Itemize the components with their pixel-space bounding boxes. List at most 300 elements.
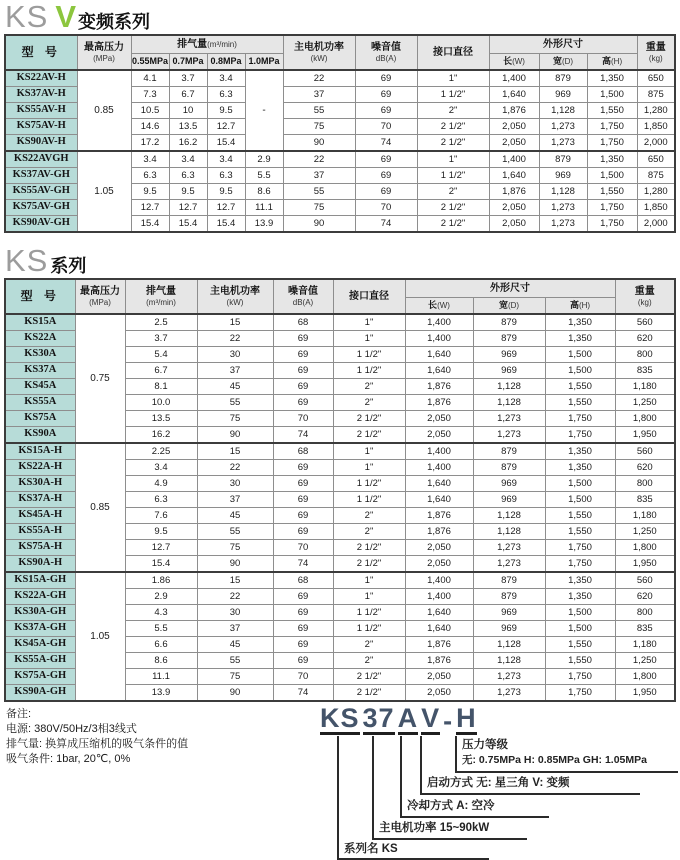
cell: 69: [273, 363, 333, 379]
cell: 1,500: [545, 347, 615, 363]
cell: 1,280: [637, 103, 675, 119]
model-cell: KS22AVGH: [5, 151, 77, 168]
cell: 2.5: [125, 314, 197, 331]
col-displacement: [125, 279, 197, 314]
cell: 1,128: [539, 184, 587, 200]
table-row: [5, 314, 675, 331]
cell: 969: [539, 87, 587, 103]
cell: 37: [197, 492, 273, 508]
cell: 1,400: [405, 314, 473, 331]
col-displacement-label: 排气量: [177, 38, 208, 50]
cell: 1,950: [615, 685, 675, 702]
cell: 74: [355, 135, 417, 152]
cell: 3.4: [207, 70, 245, 87]
cell: 1 1/2": [417, 87, 489, 103]
cell: 879: [539, 151, 587, 168]
cell: 1 1/2": [333, 492, 405, 508]
cell: 75: [197, 411, 273, 427]
cell: 1,180: [615, 508, 675, 524]
cell: 1,500: [545, 476, 615, 492]
bottom-section: [0, 705, 680, 860]
notes-block: [6, 707, 188, 767]
model-cell: KS90A-GH: [5, 685, 75, 702]
col-length-unit: (W): [512, 57, 525, 67]
cell: 2,050: [405, 411, 473, 427]
cell: 1,273: [539, 135, 587, 152]
cell: 1,800: [615, 540, 675, 556]
model-cell: KS45A: [5, 379, 75, 395]
cell: 969: [473, 605, 545, 621]
cell: 13.5: [169, 119, 207, 135]
cell: 800: [615, 605, 675, 621]
cell: 1,850: [637, 200, 675, 216]
col-noise-unit: dB(A): [292, 297, 314, 307]
cell: 1,400: [405, 589, 473, 605]
cell: 1,500: [545, 363, 615, 379]
model-cell: KS15A: [5, 314, 75, 331]
cell: 37: [197, 621, 273, 637]
cell: 879: [473, 460, 545, 476]
cell: 8.6: [125, 653, 197, 669]
cell: 8.6: [245, 184, 283, 200]
cell: 1,128: [473, 379, 545, 395]
cell: 2 1/2": [333, 411, 405, 427]
col-pressure: [77, 35, 131, 70]
cell: 13.9: [245, 216, 283, 233]
cell: 69: [355, 168, 417, 184]
cell: 1,876: [405, 653, 473, 669]
notes-title: 备注:: [6, 708, 32, 720]
col-width: [539, 54, 587, 71]
cell: 2,050: [405, 427, 473, 444]
col-07mpa: 0.7MPa: [169, 54, 207, 71]
cell: 10.0: [125, 395, 197, 411]
cell: 1,273: [473, 556, 545, 573]
cell: 879: [473, 589, 545, 605]
model-cell: KS45A-GH: [5, 637, 75, 653]
cell: 1,350: [545, 460, 615, 476]
cell: 1,750: [545, 540, 615, 556]
cell: 2": [417, 184, 489, 200]
cell: 969: [473, 347, 545, 363]
cell: 2 1/2": [417, 135, 489, 152]
cell: 1,640: [405, 621, 473, 637]
cell: 11.1: [125, 669, 197, 685]
underline-motor: [372, 838, 527, 840]
cell: 1,350: [545, 589, 615, 605]
cell: 1,640: [405, 363, 473, 379]
model-cell: KS15A-GH: [5, 572, 75, 589]
col-pressure-unit: (MPa): [93, 53, 115, 63]
cell: 55: [197, 524, 273, 540]
pressure-cell: 0.75: [75, 314, 125, 443]
col-length: [405, 298, 473, 315]
cell: 1": [417, 70, 489, 87]
motor-power-label: 主电机功率 15~90kW: [379, 822, 490, 834]
cell: 6.3: [131, 168, 169, 184]
cell: 69: [273, 524, 333, 540]
note-suction: 吸气条件: 1bar, 20℃, 0%: [6, 753, 131, 765]
col-width-unit: (D): [507, 301, 520, 311]
cell: 10.5: [131, 103, 169, 119]
cell: 1,876: [489, 184, 539, 200]
cell: 69: [273, 395, 333, 411]
model-cell: KS90A-H: [5, 556, 75, 573]
dash-cell: -: [245, 70, 283, 151]
cell: 69: [273, 605, 333, 621]
cell: 2 1/2": [417, 216, 489, 233]
cell: 1 1/2": [333, 347, 405, 363]
col-displacement-unit: (m³/min): [207, 39, 237, 49]
col-dimensions: 外形尺寸: [405, 279, 615, 298]
cell: 3.4: [131, 151, 169, 168]
cell: 70: [273, 540, 333, 556]
cell: 4.3: [125, 605, 197, 621]
ks-table-body: [5, 314, 675, 701]
col-length-label: 长: [503, 56, 513, 67]
cell: 1,876: [405, 379, 473, 395]
cell: 1,950: [615, 556, 675, 573]
cell: 1,876: [489, 103, 539, 119]
col-weight: [615, 279, 675, 314]
cell: 7.6: [125, 508, 197, 524]
cell: 69: [273, 508, 333, 524]
cell: 1 1/2": [333, 363, 405, 379]
cell: 969: [473, 363, 545, 379]
cell: 1,640: [489, 87, 539, 103]
cell: 800: [615, 476, 675, 492]
cell: 1,550: [545, 508, 615, 524]
col-power-label: 主电机功率: [294, 42, 345, 54]
pressure-grade-detail: 无: 0.75MPa H: 0.85MPa GH: 1.05MPa: [462, 754, 647, 766]
cell: 12.7: [207, 119, 245, 135]
model-cell: KS90AV-GH: [5, 216, 77, 233]
cell: 74: [273, 556, 333, 573]
cell: 14.6: [131, 119, 169, 135]
cell: 1,128: [473, 637, 545, 653]
col-length: [489, 54, 539, 71]
cell: 1,350: [545, 331, 615, 347]
model-code-segment: A: [397, 703, 419, 733]
cell: 22: [197, 331, 273, 347]
cell: 45: [197, 379, 273, 395]
cell: 1,640: [405, 605, 473, 621]
cell: 1,180: [615, 637, 675, 653]
cell: 45: [197, 508, 273, 524]
col-port: 接口直径: [333, 279, 405, 314]
cell: 69: [273, 379, 333, 395]
cell: 69: [273, 460, 333, 476]
cell: 30: [197, 605, 273, 621]
col-displacement-label: 排气量: [146, 286, 176, 298]
cell: 16.2: [125, 427, 197, 444]
cell: 1,750: [587, 200, 637, 216]
ksv-table: [4, 34, 676, 233]
cell: 70: [355, 200, 417, 216]
cell: 90: [283, 216, 355, 233]
col-height: [587, 54, 637, 71]
model-cell: KS55A-H: [5, 524, 75, 540]
cell: 969: [473, 476, 545, 492]
cell: 4.9: [125, 476, 197, 492]
cell: 1,800: [615, 411, 675, 427]
model-cell: KS75A-H: [5, 540, 75, 556]
cell: 1,550: [545, 379, 615, 395]
cell: 69: [273, 476, 333, 492]
cell: 650: [637, 70, 675, 87]
ks-title-cn: 系列: [50, 256, 87, 276]
connector-line-pressure: [455, 736, 457, 771]
cell: 1": [333, 443, 405, 460]
cell: 68: [273, 314, 333, 331]
start-mode-label: 启动方式 无: 星三角 V: 变频: [427, 777, 570, 789]
cell: 2 1/2": [333, 540, 405, 556]
model-cell: KS75A: [5, 411, 75, 427]
cell: 68: [273, 443, 333, 460]
cell: 12.7: [125, 540, 197, 556]
col-width-label: 宽: [552, 56, 562, 67]
ks-table: [4, 278, 676, 702]
model-cell: KS37A-GH: [5, 621, 75, 637]
cell: 1,550: [545, 653, 615, 669]
cell: 2,050: [489, 200, 539, 216]
cell: 9.5: [131, 184, 169, 200]
cell: 2,050: [489, 119, 539, 135]
cell: 1,876: [405, 395, 473, 411]
cell: 6.3: [207, 87, 245, 103]
cell: 1,750: [545, 685, 615, 702]
cell: 55: [197, 395, 273, 411]
cell: 2,000: [637, 216, 675, 233]
cell: 2.25: [125, 443, 197, 460]
model-cell: KS55A-GH: [5, 653, 75, 669]
col-power-unit: (kW): [226, 297, 244, 307]
cell: 1,280: [637, 184, 675, 200]
cell: 1,750: [545, 411, 615, 427]
cell: 1,800: [615, 669, 675, 685]
cell: 2": [333, 524, 405, 540]
cell: 620: [615, 331, 675, 347]
cell: 620: [615, 460, 675, 476]
col-055mpa: 0.55MPa: [131, 54, 169, 71]
cell: 2,050: [489, 135, 539, 152]
cell: 69: [355, 103, 417, 119]
cell: 6.7: [125, 363, 197, 379]
model-cell: KS75A-GH: [5, 669, 75, 685]
cell: 5.4: [125, 347, 197, 363]
cell: 9.5: [125, 524, 197, 540]
connector-line-cooling: [400, 736, 402, 816]
col-08mpa: 0.8MPa: [207, 54, 245, 71]
cell: 15.4: [131, 216, 169, 233]
cell: 7.3: [131, 87, 169, 103]
col-displacement-unit: (m³/min): [146, 297, 176, 307]
cell: 1,350: [587, 70, 637, 87]
cell: 1,400: [489, 70, 539, 87]
cell: 969: [473, 492, 545, 508]
cell: 879: [473, 314, 545, 331]
col-height-label: 高: [569, 300, 579, 311]
col-pressure-label: 最高压力: [80, 286, 120, 298]
cell: 879: [473, 331, 545, 347]
cell: 2 1/2": [417, 200, 489, 216]
cell: 37: [283, 168, 355, 184]
connector-line-start: [420, 736, 422, 793]
cell: 800: [615, 347, 675, 363]
table-row: [5, 572, 675, 589]
col-noise-unit: dB(A): [375, 53, 397, 63]
cell: 69: [273, 347, 333, 363]
cell: 1,273: [539, 119, 587, 135]
cell: 74: [273, 685, 333, 702]
ksv-title-ks: KS: [5, 0, 49, 34]
model-cell: KS15A-H: [5, 443, 75, 460]
cell: 3.4: [125, 460, 197, 476]
cell: 37: [283, 87, 355, 103]
col-height-unit: (H): [611, 57, 623, 67]
cell: 69: [273, 637, 333, 653]
cell: 835: [615, 363, 675, 379]
cell: 10: [169, 103, 207, 119]
cell: 2.9: [125, 589, 197, 605]
cell: 69: [355, 70, 417, 87]
col-model: 型 号: [5, 35, 77, 70]
cell: 1,550: [587, 184, 637, 200]
model-cell: KS55AV-H: [5, 103, 77, 119]
cell: 1,400: [405, 331, 473, 347]
cell: 75: [283, 200, 355, 216]
cell: 6.3: [207, 168, 245, 184]
col-weight: [637, 35, 675, 70]
cell: 1.86: [125, 572, 197, 589]
cell: 75: [197, 669, 273, 685]
ksv-title-v: V: [55, 0, 77, 34]
cell: 1,500: [587, 168, 637, 184]
col-pressure-label: 最高压力: [84, 42, 124, 54]
model-cell: KS30A-H: [5, 476, 75, 492]
cell: 69: [355, 151, 417, 168]
model-cell: KS22A-H: [5, 460, 75, 476]
cell: 1,250: [615, 395, 675, 411]
cell: 69: [355, 184, 417, 200]
pressure-cell: 1.05: [75, 572, 125, 701]
cell: 69: [273, 331, 333, 347]
cell: 1,750: [545, 669, 615, 685]
cell: 1,876: [405, 508, 473, 524]
model-cell: KS55AV-GH: [5, 184, 77, 200]
cell: 15.4: [207, 135, 245, 152]
cell: 2": [333, 379, 405, 395]
cell: 1 1/2": [417, 168, 489, 184]
col-10mpa: 1.0MPa: [245, 54, 283, 71]
cell: 1,400: [489, 151, 539, 168]
cell: 1,640: [489, 168, 539, 184]
cell: 1,250: [615, 653, 675, 669]
cell: 1,750: [545, 556, 615, 573]
cell: 875: [637, 168, 675, 184]
cell: 15: [197, 572, 273, 589]
cell: 8.1: [125, 379, 197, 395]
model-cell: KS75AV-GH: [5, 200, 77, 216]
cell: 2,050: [489, 216, 539, 233]
model-code-segment: H: [456, 703, 477, 733]
cell: 2 1/2": [333, 685, 405, 702]
model-cell: KS22A-GH: [5, 589, 75, 605]
cell: 2": [333, 395, 405, 411]
cell: 1,750: [545, 427, 615, 444]
ksv-title-cn: 变频系列: [78, 12, 151, 32]
table-row: [5, 443, 675, 460]
cell: 22: [197, 460, 273, 476]
cell: 1": [333, 572, 405, 589]
col-height: [545, 298, 615, 315]
cell: 969: [539, 168, 587, 184]
cell: 90: [197, 685, 273, 702]
model-cell: KS37A: [5, 363, 75, 379]
col-height-unit: (H): [578, 301, 591, 311]
col-pressure-unit: (MPa): [89, 297, 111, 307]
col-displacement: [131, 35, 283, 54]
cell: 1 1/2": [333, 476, 405, 492]
cell: 2,050: [405, 540, 473, 556]
model-cell: KS37A-H: [5, 492, 75, 508]
cell: 69: [273, 589, 333, 605]
cell: 835: [615, 492, 675, 508]
cell: 3.7: [169, 70, 207, 87]
series-name-label: 系列名 KS: [344, 843, 398, 855]
cell: 1,350: [545, 443, 615, 460]
cell: 15: [197, 443, 273, 460]
cell: 13.9: [125, 685, 197, 702]
cell: 1,273: [473, 540, 545, 556]
pressure-cell: 0.85: [77, 70, 131, 151]
cell: 12.7: [169, 200, 207, 216]
ks-section-title: [5, 243, 680, 278]
cell: 1,640: [405, 492, 473, 508]
model-cell: KS37AV-GH: [5, 168, 77, 184]
cell: 1 1/2": [333, 605, 405, 621]
cell: 1,500: [545, 621, 615, 637]
ksv-section-title: [5, 2, 680, 32]
model-cell: KS45A-H: [5, 508, 75, 524]
ks-table-header: [5, 279, 675, 314]
col-noise-label: 噪音值: [288, 286, 318, 298]
cell: 6.3: [125, 492, 197, 508]
col-noise: [273, 279, 333, 314]
table-row: [5, 70, 675, 87]
cell: 12.7: [207, 200, 245, 216]
cell: 12.7: [131, 200, 169, 216]
cell: 2,000: [637, 135, 675, 152]
col-weight-label: 重量: [634, 286, 655, 298]
col-port: 接口直径: [417, 35, 489, 70]
cell: 1,273: [473, 685, 545, 702]
ksv-table-header: [5, 35, 675, 70]
col-weight-label: 重量: [645, 42, 666, 54]
cell: 70: [355, 119, 417, 135]
cell: 1,273: [473, 411, 545, 427]
cell: 55: [283, 184, 355, 200]
cell: 835: [615, 621, 675, 637]
cell: 1,128: [473, 395, 545, 411]
cell: 9.5: [169, 184, 207, 200]
cell: 2 1/2": [333, 669, 405, 685]
cell: 1,250: [615, 524, 675, 540]
model-code-segment: V: [421, 703, 441, 733]
cell: 2,050: [405, 556, 473, 573]
cell: 3.4: [207, 151, 245, 168]
cell: 90: [197, 427, 273, 444]
